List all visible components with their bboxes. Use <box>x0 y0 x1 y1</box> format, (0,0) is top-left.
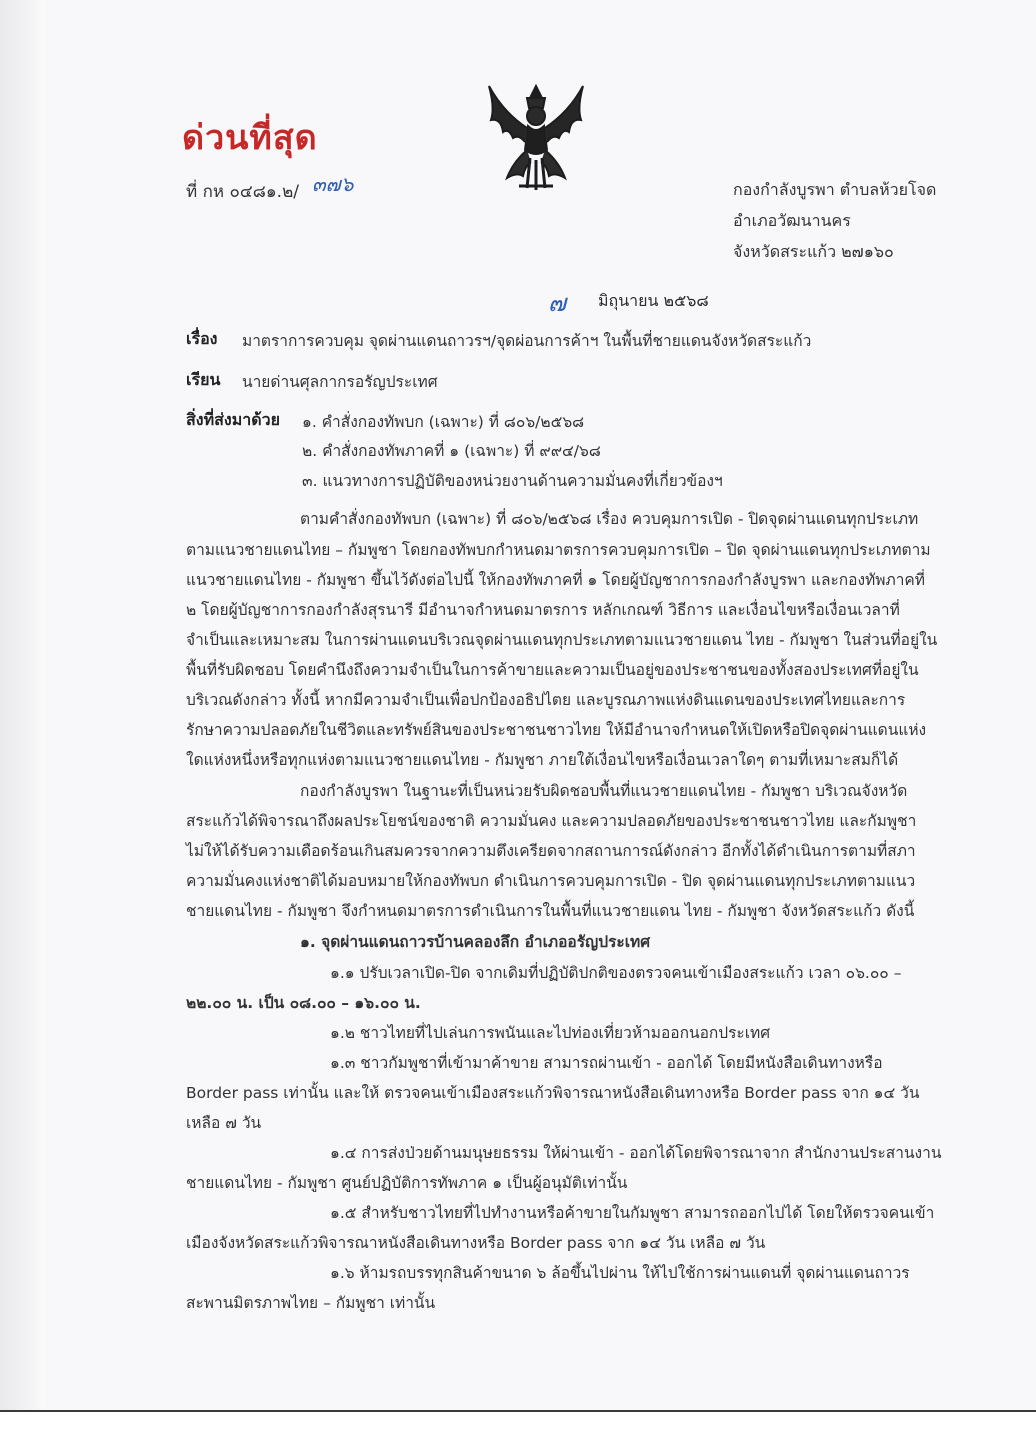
list-item-line: ๑.๓ ชาวกัมพูชาที่เข้ามาค้าขาย สามารถผ่านเข้า - ออกได้ โดยมีหนังสือเดินทางหรือ <box>330 1054 883 1072</box>
paragraph-line: กองกำลังบูรพา ในฐานะที่เป็นหน่วยรับผิดชอบพื้นที่แนวชายแดนไทย - กัมพูชา บริเวณจังหวัด <box>300 782 908 800</box>
paragraph-line: พื้นที่รับผิดชอบ โดยคำนึงถึงความจำเป็นในการค้าขายและความเป็นอยู่ของประชาชนของทั้งสองประเทศที่อยู่ใน <box>186 661 919 679</box>
sender-address-line-3: จังหวัดสระแก้ว ๒๗๑๖๐ <box>733 242 894 261</box>
list-item-line: สะพานมิตรภาพไทย – กัมพูชา เท่านั้น <box>186 1294 436 1312</box>
document-number: ที่ กห ๐๔๘๑.๒/ <box>186 182 299 202</box>
sender-address-line-2: อำเภอวัฒนานคร <box>733 211 851 230</box>
enclosures-label: สิ่งที่ส่งมาด้วย <box>186 410 280 429</box>
list-item-line: เหลือ ๗ วัน <box>186 1114 262 1132</box>
subject-text: มาตราการควบคุม จุดผ่านแดนถาวรฯ/จุดผ่อนการค้าฯ ในพื้นที่ชายแดนจังหวัดสระแก้ว <box>242 332 812 350</box>
handwritten-date-day: ๗ <box>548 289 567 317</box>
garuda-emblem-icon <box>483 78 589 194</box>
list-item-line: Border pass เท่านั้น และให้ ตรวจคนเข้าเมืองสระแก้วพิจารณาหนังสือเดินทางหรือ Border pass จาก ๑๔ วัน <box>186 1084 920 1102</box>
list-item-line: ชายแดนไทย - กัมพูชา ศูนย์ปฏิบัติการทัพภาค ๑ เป็นผู้อนุมัติเท่านั้น <box>186 1174 628 1192</box>
list-item-line: ๑.๑ ปรับเวลาเปิด-ปิด จากเดิมที่ปฏิบัติปกติของตรวจคนเข้าเมืองสระแก้ว เวลา ๐๖.๐๐ – <box>330 964 902 982</box>
paragraph-line: ตามคำสั่งกองทัพบก (เฉพาะ) ที่ ๘๐๖/๒๕๖๘ เรื่อง ควบคุมการเปิด - ปิดจุดผ่านแดนทุกประเภท <box>300 510 919 528</box>
date-text: มิถุนายน ๒๕๖๘ <box>598 291 709 310</box>
paragraph-line: ความมั่นคงแห่งชาติได้มอบหมายให้กองทัพบก ดำเนินการควบคุมการเปิด - ปิด จุดผ่านแดนทุกประเภทตามแนว <box>186 872 916 890</box>
enclosure-item: ๑. คำสั่งกองทัพบก (เฉพาะ) ที่ ๘๐๖/๒๕๖๘ <box>302 413 585 431</box>
list-item-line: ๑.๔ การส่งป่วยด้านมนุษยธรรม ให้ผ่านเข้า - ออกได้โดยพิจารณาจาก สำนักงานประสานงาน <box>330 1144 942 1162</box>
handwritten-document-number: ๓๗๖ <box>312 172 354 196</box>
paragraph-line: แนวชายแดนไทย - กัมพูชา ขึ้นไว้ดังต่อไปนี้ ให้กองทัพภาคที่ ๑ โดยผู้บัญชาการกองกำลังบูรพา และกองทัพภาคที่ <box>186 571 925 589</box>
list-item-line: ๑.๒ ชาวไทยที่ไปเล่นการพนันและไปท่องเที่ยวห้ามออกนอกประเทศ <box>330 1024 771 1042</box>
paragraph-line: สระแก้วได้พิจารณาถึงผลประโยชน์ของชาติ ความมั่นคง และความปลอดภัยของประชาชนชาวไทย และกัมพูชา <box>186 812 917 830</box>
paragraph-line: บริเวณดังกล่าว ทั้งนี้ หากมีความจำเป็นเพื่อปกป้องอธิปไตย และบูรณภาพแห่งดินแดนของประเทศไทยและการ <box>186 691 906 709</box>
paragraph-line: ไม่ให้ได้รับความเดือดร้อนเกินสมควรจากความตึงเครียดจากสถานการณ์ดังกล่าว อีกทั้งได้ดำเนินการตามที่สภา <box>186 842 916 860</box>
recipient-text: นายด่านศุลกากรอรัญประเทศ <box>242 373 438 391</box>
subject-label: เรื่อง <box>186 329 218 348</box>
paragraph-line: จำเป็นและเหมาะสม ในการผ่านแดนบริเวณจุดผ่านแดนทุกประเภทตามแนวชายแดน ไทย - กัมพูชา ในส่วนที่อยู่ใน <box>186 631 938 649</box>
list-item-line: ๒๒.๐๐ น. เป็น ๐๘.๐๐ – ๑๖.๐๐ น. <box>186 994 421 1012</box>
paragraph-line: ๒ โดยผู้บัญชาการกองกำลังสุรนารี มีอำนาจกำหนดมาตรการ หลักเกณฑ์ วิธีการ และเงื่อนไขหรือเงื่อนเวลาที่ <box>186 601 900 619</box>
enclosure-item: ๒. คำสั่งกองทัพภาคที่ ๑ (เฉพาะ) ที่ ๙๙๔/๖๘ <box>302 442 601 460</box>
page-bottom-edge <box>0 1410 1036 1442</box>
enclosure-item: ๓. แนวทางการปฏิบัติของหน่วยงานด้านความมั่นคงที่เกี่ยวข้องฯ <box>302 472 723 490</box>
paragraph-line: ชายแดนไทย - กัมพูชา จึงกำหนดมาตรการดำเนินการในพื้นที่แนวชายแดน ไทย - กัมพูชา จังหวัดสระแก้ว ดังนี้ <box>186 902 915 920</box>
paragraph-line: ใดแห่งหนึ่งหรือทุกแห่งตามแนวชายแดนไทย - กัมพูชา ภายใต้เงื่อนไขหรือเงื่อนเวลาใดๆ ตามที่เหมาะสมก็ได้ <box>186 751 899 769</box>
list-item-line: ๑.๕ สำหรับชาวไทยที่ไปทำงานหรือค้าขายในกัมพูชา สามารถออกไปได้ โดยให้ตรวจคนเข้า <box>330 1204 935 1222</box>
paragraph-line: ตามแนวชายแดนไทย – กัมพูชา โดยกองทัพบกกำหนดมาตรการควบคุมการเปิด – ปิด จุดผ่านแดนทุกประเภทตาม <box>186 541 931 559</box>
paragraph-line: รักษาความปลอดภัยในชีวิตและทรัพย์สินของประชาชนชาวไทย ให้มีอำนาจกำหนดให้เปิดหรือปิดจุดผ่านแดนแห่ง <box>186 721 927 739</box>
scan-left-margin <box>0 0 45 1410</box>
section-title: ๑. จุดผ่านแดนถาวรบ้านคลองลึก อำเภออรัญประเทศ <box>300 933 651 951</box>
list-item-line: เมืองจังหวัดสระแก้วพิจารณาหนังสือเดินทางหรือ Border pass จาก ๑๔ วัน เหลือ ๗ วัน <box>186 1234 766 1252</box>
list-item-line: ๑.๖ ห้ามรถบรรทุกสินค้าขนาด ๖ ล้อขึ้นไปผ่าน ให้ไปใช้การผ่านแดนที่ จุดผ่านแดนถาวร <box>330 1264 910 1282</box>
sender-address-line-1: กองกำลังบูรพา ตำบลห้วยโจด <box>733 180 937 199</box>
urgent-label: ด่วนที่สุด <box>182 118 318 158</box>
recipient-label: เรียน <box>186 370 221 389</box>
